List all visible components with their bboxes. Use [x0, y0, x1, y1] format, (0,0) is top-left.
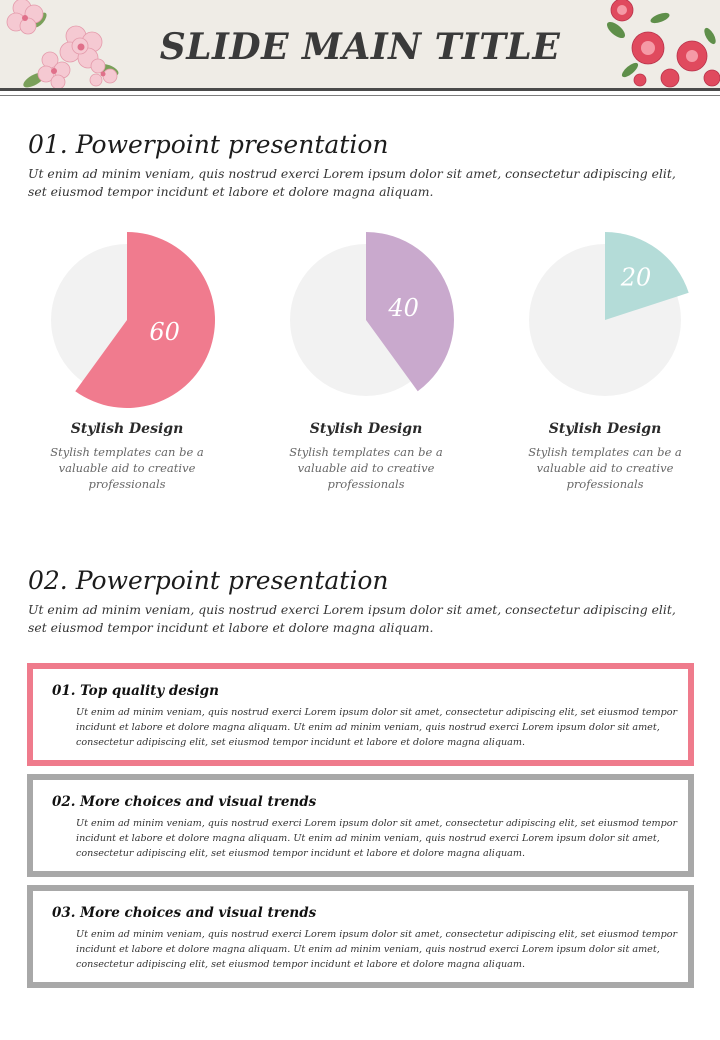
pie-chart-2: [246, 228, 486, 498]
section-1-title: 01. Powerpoint presentation: [28, 130, 389, 159]
header-divider-thin: [0, 95, 720, 96]
section-1-body: Ut enim ad minim veniam, quis nostrud exerci Lorem ipsum dolor sit amet, consectetur adipiscing elit, set eiusmod tempor incidunt et labore et dolore magna aliquam.: [28, 166, 676, 199]
pie-3-graphic: [485, 228, 720, 418]
pie-3-title: Stylish Design: [548, 421, 662, 437]
feature-box-2-text: Ut enim ad minim veniam, quis nostrud exerci Lorem ipsum dolor sit amet, consectetur adipiscing elit, set eiusmod tempor incidunt et labore et dolore magna aliquam. Ut enim ad minim veniam, quis nostrud exerci Lorem ipsum dolor sit amet, consectetur adipiscing elit, set eiusmod tempor incidunt et labore et dolore magna aliquam.: [76, 818, 678, 859]
pie-3-value-label: 20: [620, 263, 652, 292]
feature-box-1-title: 01. Top quality design: [52, 683, 219, 699]
pie-chart-3: [485, 228, 720, 498]
slide-main-title: SLIDE MAIN TITLE: [159, 26, 561, 68]
section-2-title: 02. Powerpoint presentation: [28, 566, 389, 595]
pie-2-title: Stylish Design: [309, 421, 423, 437]
pie-2-value-label: 40: [388, 293, 419, 322]
feature-box-2: [27, 774, 694, 877]
section-2-body: Ut enim ad minim veniam, quis nostrud exerci Lorem ipsum dolor sit amet, consectetur adipiscing elit, set eiusmod tempor incidunt et labore et dolore magna aliquam.: [28, 602, 676, 635]
feature-box-3-title: 03. More choices and visual trends: [52, 905, 317, 921]
feature-box-2-title: 02. More choices and visual trends: [52, 794, 317, 810]
feature-box-3: [27, 885, 694, 988]
feature-box-1: [27, 663, 694, 766]
pie-3-description: Stylish templates can be a valuable aid to creative professionals: [528, 445, 682, 491]
feature-box-1-text: Ut enim ad minim veniam, quis nostrud exerci Lorem ipsum dolor sit amet, consectetur adipiscing elit, set eiusmod tempor incidunt et labore et dolore magna aliquam. Ut enim ad minim veniam, quis nostrud exerci Lorem ipsum dolor sit amet, consectetur adipiscing elit, set eiusmod tempor incidunt et labore et dolore magna aliquam.: [76, 707, 678, 748]
pie-chart-1: [7, 228, 247, 498]
pie-1-value-label: 60: [149, 318, 180, 347]
header-divider: [0, 88, 720, 91]
feature-box-3-text: Ut enim ad minim veniam, quis nostrud exerci Lorem ipsum dolor sit amet, consectetur adipiscing elit, set eiusmod tempor incidunt et labore et dolore magna aliquam. Ut enim ad minim veniam, quis nostrud exerci Lorem ipsum dolor sit amet, consectetur adipiscing elit, set eiusmod tempor incidunt et labore et dolore magna aliquam.: [76, 929, 678, 970]
pie-2-graphic: [246, 228, 486, 418]
pie-2-description: Stylish templates can be a valuable aid to creative professionals: [289, 445, 443, 491]
pie-1-title: Stylish Design: [70, 421, 184, 437]
pie-1-description: Stylish templates can be a valuable aid to creative professionals: [50, 445, 204, 491]
pie-1-graphic: [7, 228, 247, 418]
